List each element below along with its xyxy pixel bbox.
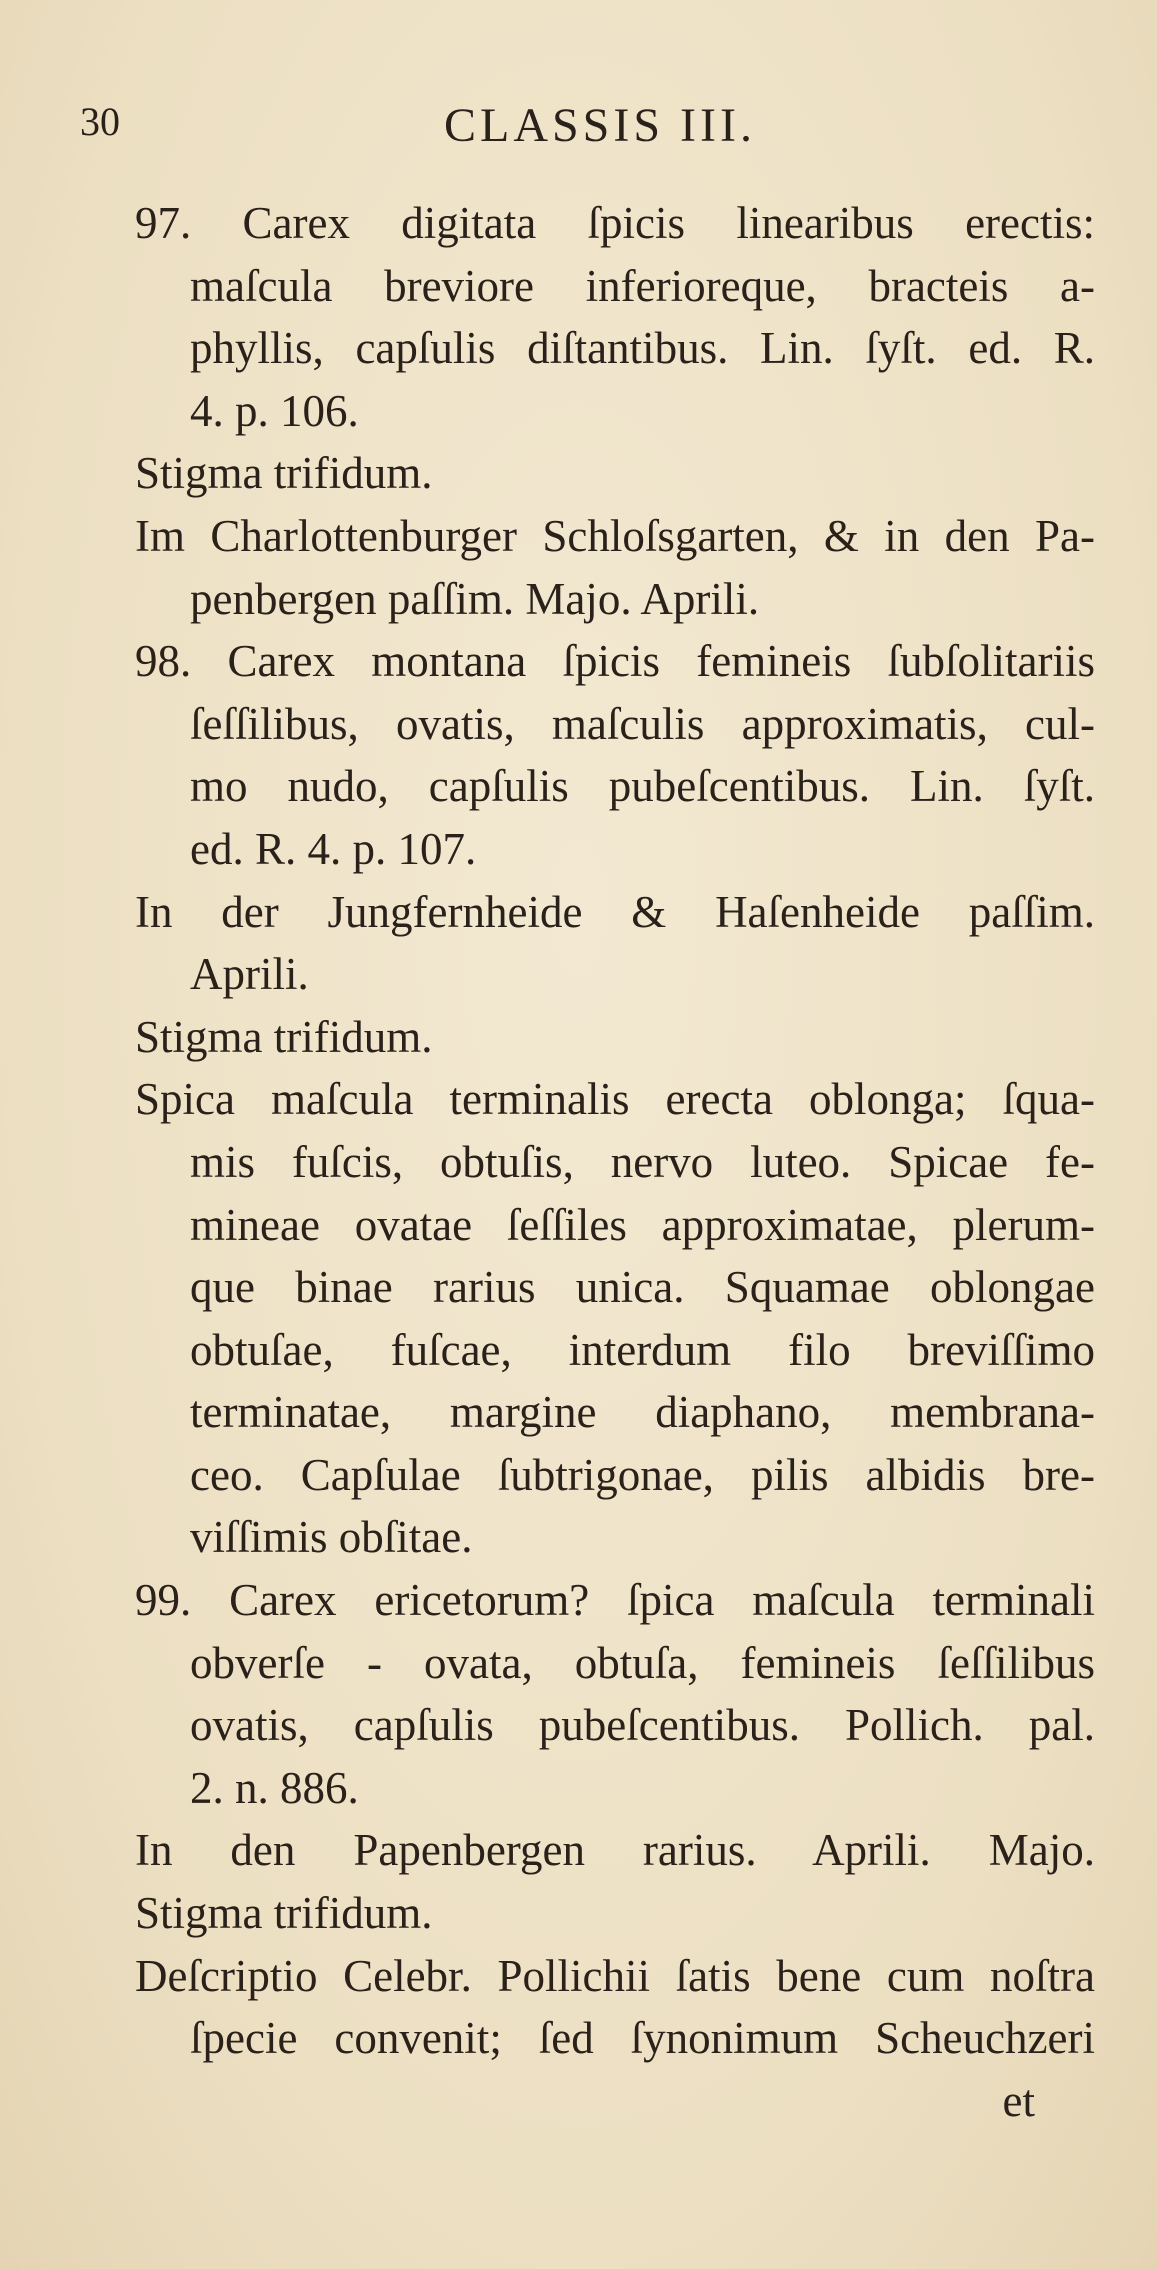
text-line: ſeſſilibus, ovatis, maſculis approximatis, cul- <box>190 698 1095 749</box>
text-body <box>135 192 1095 2132</box>
text-line: Im Charlottenburger Schloſsgarten, & in den Pa- <box>135 510 1095 561</box>
text-line: mis fuſcis, obtuſis, nervo luteo. Spicae fe- <box>190 1136 1095 1187</box>
text-line: mineae ovatae ſeſſiles approximatae, plerum- <box>190 1199 1095 1250</box>
text-line: In den Papenbergen rarius. Aprili. Majo. <box>135 1825 1095 1876</box>
catchword: et <box>1002 2075 1035 2126</box>
page-header <box>80 98 1080 158</box>
text-line: ovatis, capſulis pubeſcentibus. Pollich. pal. <box>190 1700 1095 1751</box>
text-line: ſpecie convenit; ſed ſynonimum Scheuchzeri <box>190 2013 1095 2064</box>
text-line: que binae rarius unica. Squamae oblongae <box>190 1262 1095 1313</box>
text-line: terminatae, margine diaphano, membrana- <box>190 1387 1095 1438</box>
text-line: Stigma trifidum. <box>135 1011 433 1062</box>
text-line: 2. n. 886. <box>190 1762 359 1813</box>
text-line: Spica maſcula terminalis erecta oblonga; ſqua- <box>135 1074 1095 1125</box>
text-line: Aprili. <box>190 949 309 1000</box>
text-line: Stigma trifidum. <box>135 448 433 499</box>
page-number: 30 <box>80 99 120 144</box>
running-head: CLASSIS III. <box>443 99 757 152</box>
text-line: ed. R. 4. p. 107. <box>190 823 477 874</box>
text-line: maſcula breviore inferioreque, bracteis a- <box>190 260 1095 311</box>
text-line: 97. Carex digitata ſpicis linearibus erectis: <box>135 198 1095 248</box>
text-line: viſſimis obſitae. <box>190 1512 473 1563</box>
text-line: obtuſae, fuſcae, interdum filo breviſſimo <box>190 1324 1095 1375</box>
text-line: penbergen paſſim. Majo. Aprili. <box>190 573 760 624</box>
text-line: 4. p. 106. <box>190 385 359 436</box>
text-line: 98. Carex montana ſpicis femineis ſubſolitariis <box>135 636 1095 687</box>
text-line: Deſcriptio Celebr. Pollichii ſatis bene cum noſtra <box>135 1950 1095 2001</box>
text-line: 99. Carex ericetorum? ſpica maſcula terminali <box>135 1575 1095 1626</box>
text-line: In der Jungfernheide & Haſenheide paſſim. <box>135 886 1095 937</box>
text-line: ceo. Capſulae ſubtrigonae, pilis albidis bre- <box>190 1449 1095 1500</box>
text-line: mo nudo, capſulis pubeſcentibus. Lin. ſyſt. <box>190 761 1095 812</box>
text-line: Stigma trifidum. <box>135 1888 433 1939</box>
text-line: phyllis, capſulis diſtantibus. Lin. ſyſt. ed. R. <box>190 323 1095 374</box>
text-line: obverſe - ovata, obtuſa, femineis ſeſſilibus <box>190 1637 1095 1688</box>
